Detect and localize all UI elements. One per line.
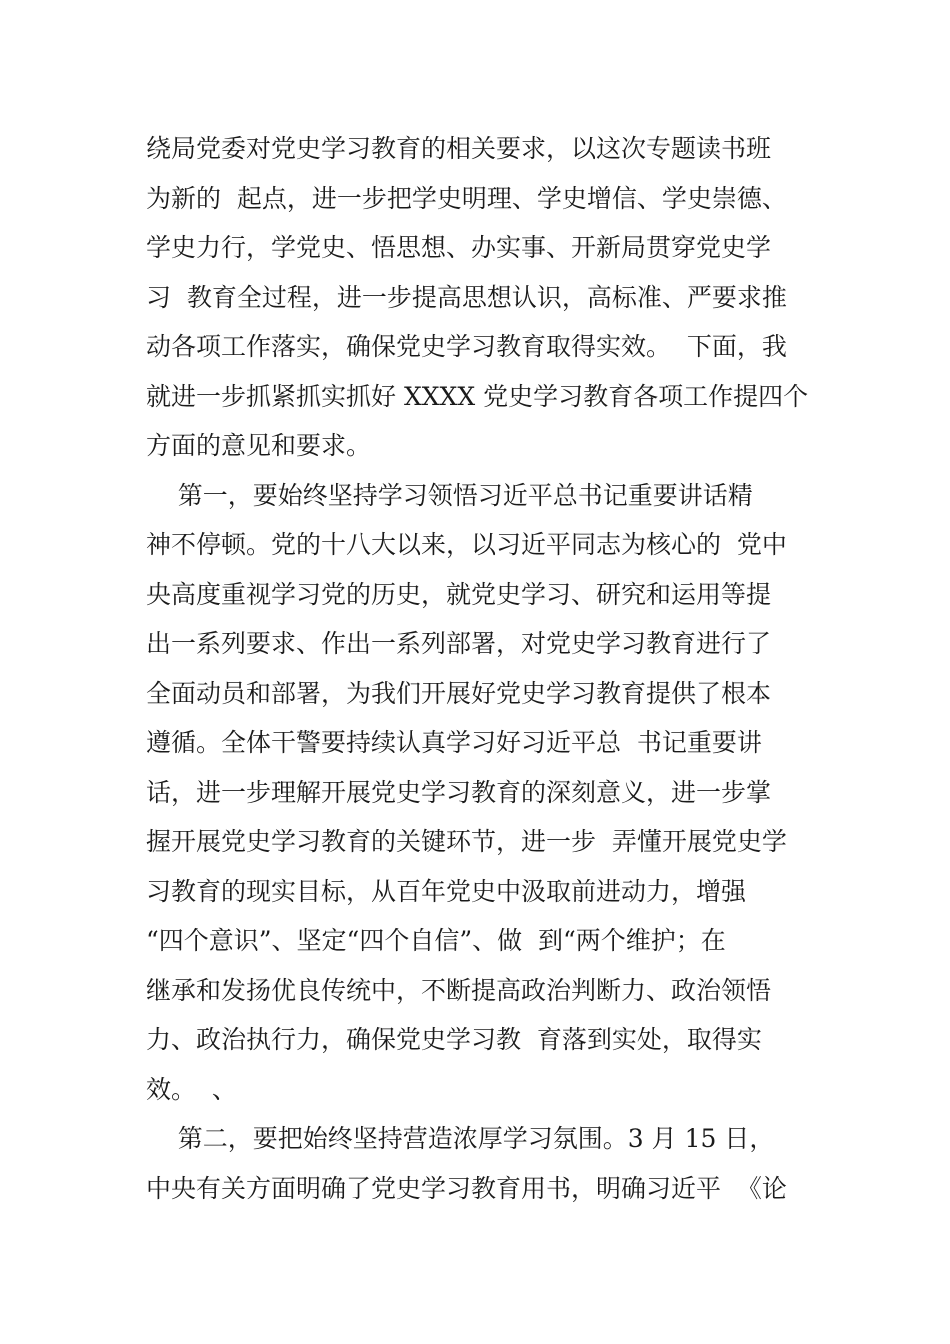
text-line: 动各项工作落实，确保党史学习教育取得实效。 下面，我 [146, 332, 787, 361]
text-line: 就进一步抓紧抓实抓好 XXXX 党史学习教育各项工作提四个 [146, 381, 809, 411]
text-line: 第二，要把始终坚持营造浓厚学习氛围。3 月 15 日， [146, 1124, 775, 1153]
text-line: 为新的 起点，进一步把学史明理、学史增信、学史崇德、 [146, 183, 787, 213]
text-line: 中央有关方面明确了党史学习教育用书，明确习近平 《论 [146, 1173, 787, 1203]
text-line: 遵循。全体干警要持续认真学习好习近平总 书记重要讲 [146, 728, 762, 757]
text-line: 出一系列要求、作出一系列部署，对党史学习教育进行了 [146, 629, 772, 658]
text-line: “四个意识”、坚定“四个自信”、做 到“两个维护；在 [146, 926, 726, 955]
text-line: 绕局党委对党史学习教育的相关要求，以这次专题读书班 [146, 134, 772, 163]
text-line: 全面动员和部署，为我们开展好党史学习教育提供了根本 [146, 678, 772, 708]
text-line: 学史力行，学党史、悟思想、办实事、开新局贯穿党史学 [146, 233, 772, 262]
text-line: 第一，要始终坚持学习领悟习近平总书记重要讲话精 [146, 480, 753, 510]
document-body [146, 124, 810, 1213]
text-line: 话，进一步理解开展党史学习教育的深刻意义，进一步掌 [146, 777, 772, 807]
text-line: 神不停顿。党的十八大以来，以习近平同志为核心的 党中 [146, 530, 787, 559]
text-line: 握开展党史学习教育的关键环节，进一步 弄懂开展党史学 [146, 827, 787, 856]
text-line: 效。 、 [146, 1074, 237, 1104]
text-line: 方面的意见和要求。 [146, 431, 372, 460]
text-line: 继承和发扬优良传统中，不断提高政治判断力、政治领悟 [146, 975, 772, 1005]
text-line: 习 教育全过程，进一步提高思想认识，高标准、严要求推 [146, 282, 787, 312]
text-line: 央高度重视学习党的历史，就党史学习、研究和运用等提 [146, 579, 772, 609]
text-line: 习教育的现实目标，从百年党史中汲取前进动力，增强 [146, 876, 747, 906]
text-line: 力、政治执行力，确保党史学习教 育落到实处，取得实 [146, 1025, 762, 1054]
